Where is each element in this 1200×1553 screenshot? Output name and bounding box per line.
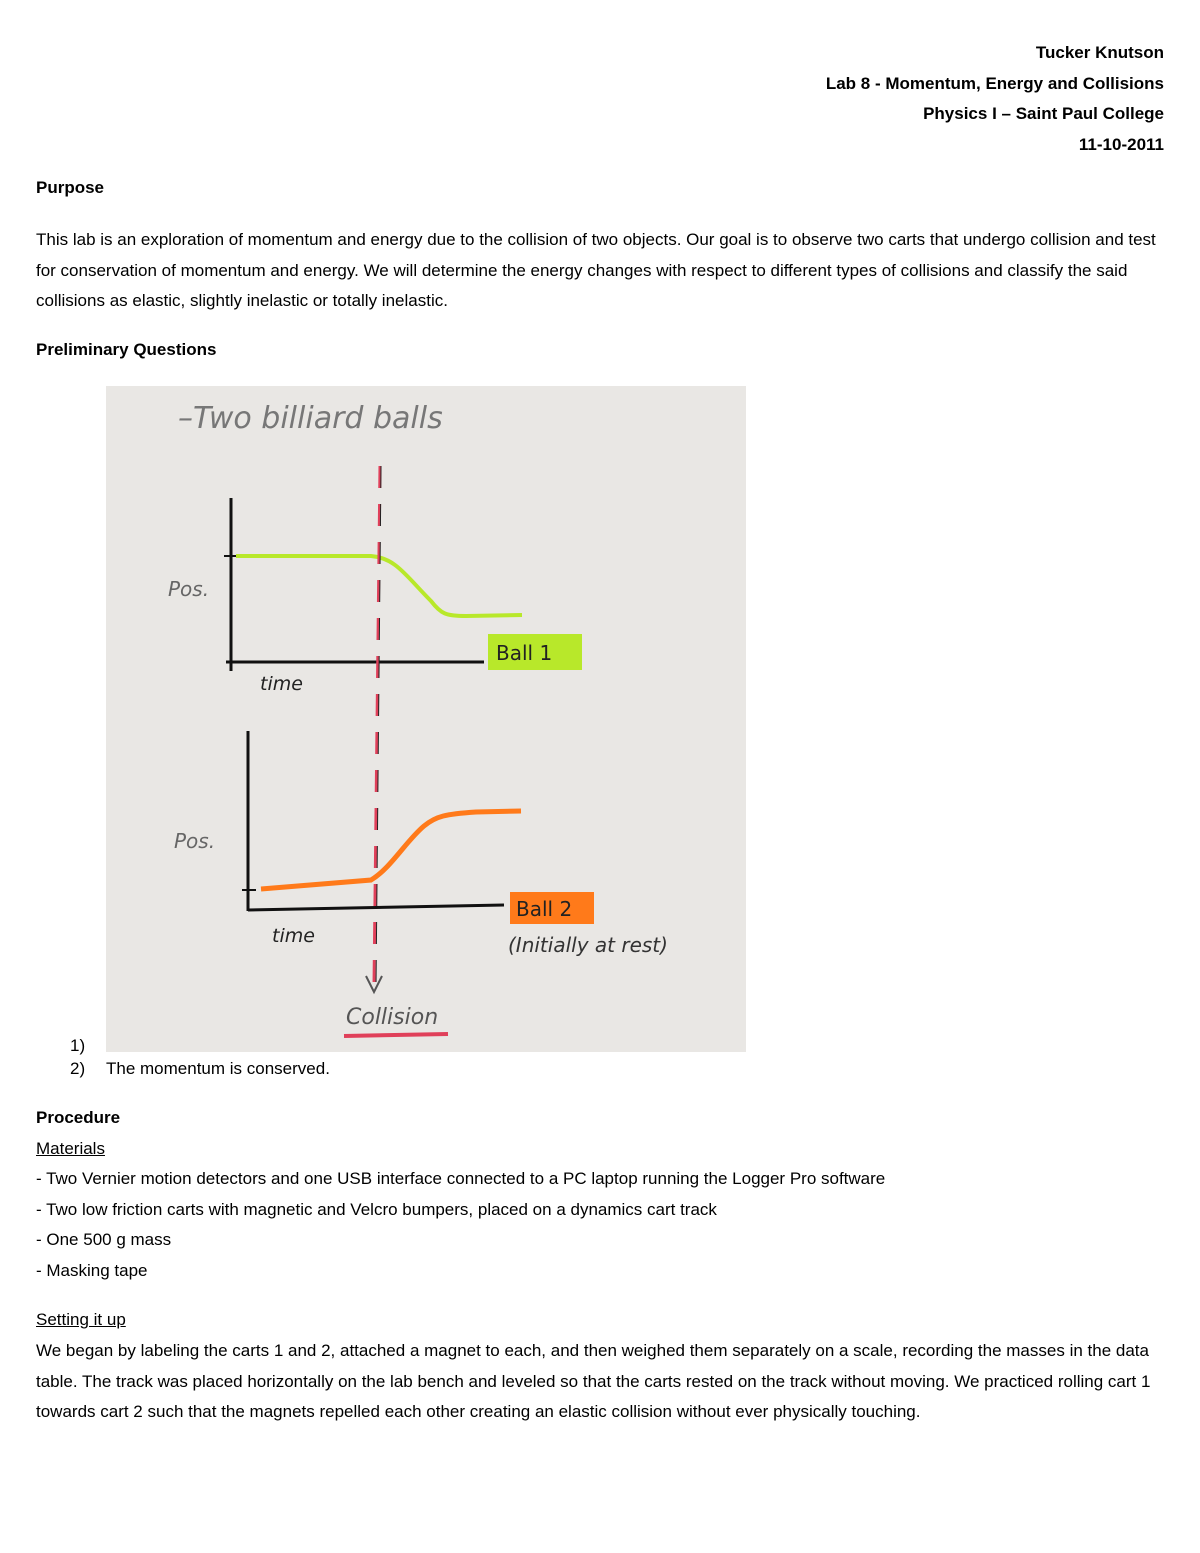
billiard-balls-sketch xyxy=(106,386,746,1052)
ball2-curve xyxy=(261,811,521,889)
document-header xyxy=(826,38,1164,160)
report-date: 11-10-2011 xyxy=(1078,134,1164,154)
question-2-number: 2) xyxy=(70,1059,86,1078)
top-ylabel: Pos. xyxy=(168,577,210,601)
collision-underline xyxy=(344,1034,448,1036)
purpose-text: This lab is an exploration of momentum and energy due to the collision of two objects. Our goal is to observe two carts that undergo collision and test for conservation of momentum and energy. We will determine the energy changes with respect to different types of collisions and classify the said collisions as elastic, slightly inelastic or totally inelastic. xyxy=(36,230,1156,310)
question-1-number: 1) xyxy=(70,1036,86,1055)
ball2-label: Ball 2 xyxy=(516,897,573,921)
author-name: Tucker Knutson xyxy=(1035,43,1164,62)
ball2-note: (Initially at rest) xyxy=(508,933,668,957)
lab-title: Lab 8 - Momentum, Energy and Collisions xyxy=(825,73,1164,93)
material-item: - Two low friction carts with magnetic and Velcro bumpers, placed on a dynamics cart track xyxy=(36,1200,717,1219)
procedure-heading: Procedure xyxy=(36,1108,121,1127)
material-item: - Masking tape xyxy=(36,1261,148,1280)
course-name: Physics I – Saint Paul College xyxy=(923,104,1164,123)
preliminary-heading: Preliminary Questions xyxy=(36,340,217,359)
setup-text: We began by labeling the carts 1 and 2, attached a magnet to each, and then weighed them separately on a scale, recording the masses in the data table. The track was placed horizontally on the lab bench and leveled so that the carts rested on the track without moving. We practiced rolling cart 1 towards cart 2 such that the magnets repelled each other creating an elastic collision without ever physically touching. xyxy=(36,1341,1151,1421)
purpose-heading: Purpose xyxy=(36,178,105,197)
figure-title: –Two billiard balls xyxy=(178,401,443,436)
collision-label: Collision xyxy=(346,1005,439,1030)
setup-heading: Setting it up xyxy=(36,1310,126,1329)
ball1-label: Ball 1 xyxy=(496,641,553,665)
bottom-xlabel: time xyxy=(272,925,315,947)
bottom-ylabel: Pos. xyxy=(174,829,216,853)
material-item: - One 500 g mass xyxy=(36,1230,172,1249)
materials-heading: Materials xyxy=(36,1139,105,1158)
question-2-answer: The momentum is conserved. xyxy=(106,1059,330,1078)
material-item: - Two Vernier motion detectors and one USB interface connected to a PC laptop running the Logger Pro software xyxy=(36,1169,886,1188)
top-xlabel: time xyxy=(260,673,303,695)
